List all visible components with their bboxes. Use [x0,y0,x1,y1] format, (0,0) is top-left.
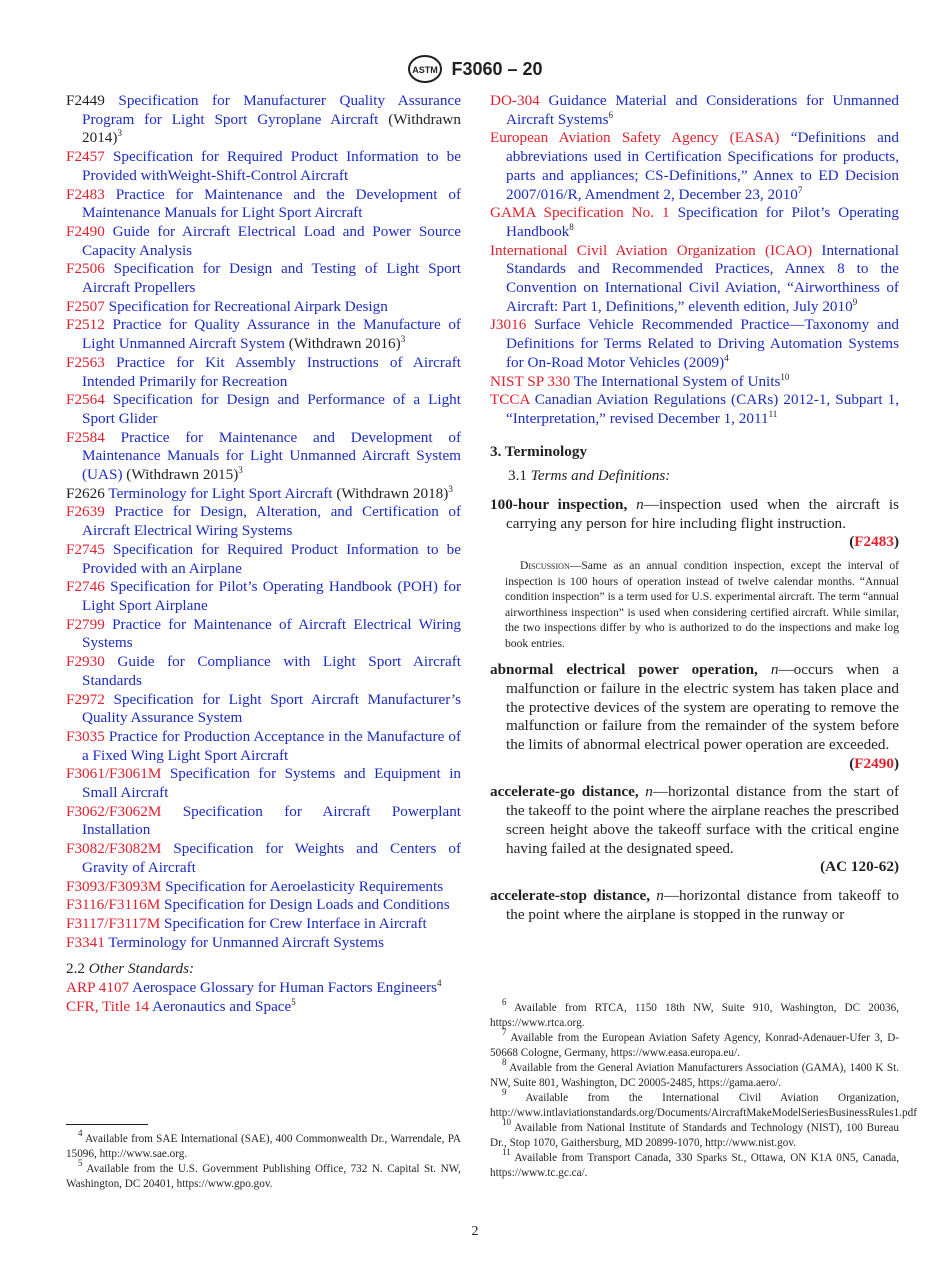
footnote [490,1117,899,1151]
reference-note: (Withdrawn 2018) [332,484,449,502]
footnote-text: Available from National Institute of Standards and Technology (NIST), 100 Bureau Dr., Stop 1070, Gaithersburg, MD 20899-1070, http://www.nist.gov. [490,1122,899,1149]
page-header [0,54,950,84]
footnote-marker[interactable]: 3 [238,465,243,476]
footnotes-left [66,1128,461,1192]
footnote-marker[interactable]: 3 [448,483,453,494]
reference-designation-link[interactable]: European Aviation Safety Agency (EASA) [490,129,780,147]
reference-title-link[interactable]: Specification for Required Product Information to be Provided with an Airplane [82,540,461,577]
reference-item [66,653,461,690]
reference-item [66,223,461,260]
reference-designation-link[interactable]: F2626 [66,484,105,502]
reference-title-link[interactable]: International Standards and Recommended Practices, Annex 8 to the Convention on International Civil Aviation, “Airworthiness of Aircraft: Part 1, Definitions,” eleventh edition, July 2010 [506,241,899,315]
footnote [490,1027,899,1061]
footnote-text: Available from the U.S. Government Publishing Office, 732 N. Capital St. NW, Washington, DC 20401, https://www.gpo.gov. [66,1163,461,1190]
footnote-marker[interactable]: 7 [797,184,803,195]
term-entry: accelerate-stop distance, n—horizontal distance from takeoff to the point where the airplane is stopped in the runway or [490,886,899,923]
footnote-marker[interactable]: 3 [400,334,406,345]
reference-designation-link[interactable]: F2746 [66,578,105,596]
reference-title-link[interactable]: Terminology for Unmanned Aircraft Systems [108,933,384,951]
reference-item [66,934,461,953]
footnote-number: 10 [502,1117,511,1127]
footnote-text: Available from the General Aviation Manufacturers Association (GAMA), 1400 K St. NW, Suite 801, Washington, DC 20005-2485, https://gama.aero/. [490,1062,899,1089]
reference-title-link[interactable]: Specification for Pilot’s Operating Handbook (POH) for Light Sport Airplane [82,578,461,614]
reference-item [66,765,461,802]
reference-title-link[interactable]: Practice for Maintenance of Aircraft Electrical Wiring Systems [82,615,462,652]
term-name: accelerate-go distance, [490,783,639,801]
reference-designation-link[interactable]: F2799 [66,615,105,633]
reference-designation-link[interactable]: F3117/F3117M [66,914,161,932]
other-standards-list [66,979,461,1016]
footnote [490,997,900,1031]
reference-designation-link[interactable]: J3016 [490,316,527,334]
footnote-marker[interactable]: 5 [291,996,296,1007]
footnote [66,1128,461,1162]
reference-item [66,998,461,1017]
referenced-documents-list [66,92,461,952]
reference-designation-link[interactable]: F2507 [66,297,105,315]
footnote-marker[interactable]: 10 [780,371,790,382]
term-source: (F2483) [849,533,899,551]
reference-item [66,354,461,391]
reference-title-link[interactable]: Guide for Aircraft Electrical Load and Power Source Capacity Analysis [82,222,462,259]
reference-item [490,391,899,428]
term-entry: accelerate-go distance, n—horizontal distance from the start of the takeoff to the point where the airplane reaches the prescribed screen height above the takeoff surface with the critical engine having failed at the designated speed. (AC 120-62) [490,783,900,876]
left-column [66,92,461,1016]
reference-item [66,186,461,223]
reference-item [66,578,461,615]
footnote-text: Available from Transport Canada, 330 Sparks St., Ottawa, ON K1A 0N5, Canada, https://www.tc.gc.ca/. [490,1152,899,1179]
footnote-number: 11 [502,1147,511,1157]
reference-designation-link[interactable]: NIST SP 330 [490,372,571,390]
reference-item [66,92,461,148]
footnote-text: Available from RTCA, 1150 18th NW, Suite 910, Washington, DC 20036, https://www.rtca.org. [490,1002,900,1029]
reference-item [66,878,461,897]
reference-item [66,485,461,504]
reference-designation-link[interactable]: F3093/F3093M [66,877,162,895]
reference-title-link[interactable]: Practice for Maintenance and Development of Maintenance Manuals for Light Unmanned Aircraft System (UAS) [82,428,462,484]
reference-title-link[interactable]: The International System of Units [573,372,781,390]
footnote-marker[interactable]: 11 [768,408,778,419]
reference-title-link[interactable]: Specification for Light Sport Aircraft Manufacturer’s Quality Assurance System [82,690,462,727]
other-standards-list-continued [490,92,899,429]
reference-title-link[interactable]: Guide for Compliance with Light Sport Aircraft Standards [82,653,462,689]
reference-designation-link[interactable]: CFR, Title 14 [66,997,150,1015]
right-column [490,92,899,924]
reference-item [490,242,899,317]
reference-designation-link[interactable]: F3062/F3062M [66,802,162,820]
reference-title-link[interactable]: Guidance Material and Considerations for Unmanned Aircraft Systems [506,92,900,128]
reference-designation-link[interactable]: F2745 [66,540,105,558]
reference-title-link[interactable]: Specification for Required Product Information to be Provided withWeight-Shift-Control Aircraft [82,148,461,184]
reference-title-link[interactable]: Specification for Recreational Airpark Design [108,297,388,315]
reference-title-link[interactable]: Specification for Pilot’s Operating Handbook [506,204,899,240]
subsection-heading: 3.1 Terms and Definitions: [508,467,671,485]
footnote-number: 4 [78,1128,83,1138]
reference-item [490,373,899,392]
reference-title-link[interactable]: Specification for Design Loads and Conditions [164,896,450,914]
reference-designation-link[interactable]: TCCA [490,391,530,409]
footnote-number: 5 [78,1158,83,1168]
reference-item [66,316,461,353]
footnote-number: 7 [502,1027,507,1037]
footnote-number: 6 [502,997,507,1007]
reference-title-link[interactable]: Practice for Kit Assembly Instructions of Aircraft Intended Primarily for Recreation [82,353,461,390]
reference-title-link[interactable]: Aerospace Glossary for Human Factors Engineers [132,979,438,997]
reference-item [66,691,461,728]
reference-designation-link[interactable]: F2483 [66,185,105,203]
reference-designation-link[interactable]: ARP 4107 [66,979,130,997]
reference-title-link[interactable]: Practice for Quality Assurance in the Manufacture of Light Unmanned Aircraft System [82,316,461,353]
footnote-number: 8 [502,1057,507,1067]
reference-designation-link[interactable]: F2584 [66,428,105,446]
reference-item [490,129,899,204]
reference-designation-link[interactable]: F2639 [66,503,105,521]
term-source: (AC 120-62) [820,858,899,876]
reference-item [66,840,461,877]
page-number: 2 [471,1224,479,1239]
reference-designation-link[interactable]: F2457 [66,148,105,166]
term-entry: abnormal electrical power operation, n—occurs when a malfunction or failure in the electric system has taken place and the protective devices of the system are operating to remove the malfunction or failure from the remainder of the system before the limits of abnormal electrical power operation are exceeded. (F2490) [490,661,899,772]
reference-item [66,896,461,915]
reference-title-link[interactable]: Specification for Aircraft Powerplant Installation [82,802,462,839]
reference-title-link[interactable]: Specification for Design and Performance of a Light Sport Glider [82,391,461,427]
reference-item [66,298,461,317]
reference-title-link[interactable]: “Definitions and abbreviations used in Certification Specifications for products, parts and appliances; CS-Definitions,” Annex to ED Decision 2007/016/R, Amendment 2, December 23, 2010 [506,129,899,203]
discussion-note: Discussion—Same as an annual condition inspection, except the interval of inspection is 100 hours of operation instead of twelve calendar months. “Annual condition inspection” is a term used for U.S. experimental aircraft. The term “annual airworthiness inspection” is used when considering certified aircraft. While similar, the two inspections differ by who is authorized to do the inspections and make log book entries. [505,559,899,650]
footnote-marker[interactable]: 9 [852,296,858,307]
reference-item [490,92,899,129]
footnote-rule-left [66,1124,148,1125]
reference-designation-link[interactable]: F2512 [66,316,105,334]
term-source: (F2490) [849,754,899,772]
reference-title-link[interactable]: Practice for Design, Alteration, and Certification of Aircraft Electrical Wiring Systems [82,503,462,540]
reference-title-link[interactable]: Specification for Design and Testing of Light Sport Aircraft Propellers [82,260,461,297]
reference-designation-link[interactable]: F3341 [66,933,105,951]
reference-title-link[interactable]: Aeronautics and Space [152,997,292,1015]
reference-designation-link[interactable]: F2930 [66,653,105,671]
reference-designation-link[interactable]: F2490 [66,222,105,240]
reference-item [66,915,461,934]
footnote-marker[interactable]: 8 [569,221,574,232]
reference-designation-link[interactable]: F3082/F3082M [66,840,162,858]
reference-item [490,204,899,241]
term-name: accelerate-stop distance, [490,886,651,904]
reference-title-link[interactable]: Specification for Crew Interface in Aircraft [164,914,427,932]
reference-item [66,728,461,765]
footnote [490,1087,917,1121]
reference-title-link[interactable]: Practice for Maintenance and the Development of Maintenance Manuals for Light Sport Aircraft [82,185,462,222]
section-heading: 3. Terminology [490,442,588,460]
footnote-text: Available from SAE International (SAE), 400 Commonwealth Dr., Warrendale, PA 15096, http://www.sae.org. [66,1133,461,1160]
reference-item [66,503,461,540]
reference-designation-link[interactable]: F2564 [66,391,105,409]
footnote [490,1057,899,1091]
reference-title-link[interactable]: Practice for Production Acceptance in the Manufacture of a Fixed Wing Light Sport Aircraft [82,727,462,764]
reference-title-link[interactable]: Specification for Weights and Centers of Gravity of Aircraft [82,840,461,876]
footnote [66,1158,461,1192]
reference-item [66,803,461,840]
reference-item [490,316,899,372]
standard-designation: F3060 – 20 [451,58,543,79]
footnote-number: 9 [502,1087,507,1097]
reference-item [66,429,461,485]
reference-item [66,391,461,428]
term-name: 100-hour inspection, [490,496,628,514]
footnote [490,1147,899,1181]
reference-designation-link[interactable]: F3116/F3116M [66,896,161,914]
reference-title-link[interactable]: Terminology for Light Sport Aircraft [108,484,333,502]
reference-designation-link[interactable]: F2449 [66,92,105,109]
footnote-marker[interactable]: 4 [724,352,729,363]
reference-item [66,148,461,185]
reference-designation-link[interactable]: F2972 [66,690,105,708]
term-name: abnormal electrical power operation, [490,661,758,679]
term-entry: 100-hour inspection, n—inspection used when the aircraft is carrying any person for hire including flight instruction. (F2483) Discussion—Same as an annual condition inspection, except the interval of inspection is 100 hours of operation instead of twelve calendar months. “Annual condition inspection” is a term used for U.S. experimental aircraft. The term “annual airworthiness inspection” is used when considering certified aircraft. While similar, the two inspections differ by who is authorized to do the inspections and make log book entries. [490,496,899,650]
reference-title-link[interactable]: Specification for Aeroelasticity Requirements [165,877,444,895]
reference-designation-link[interactable]: F3061/F3061M [66,765,162,783]
footnote-text: Available from the European Aviation Safety Agency, Konrad-Adenauer-Ufer 3, D-50668 Cologne, Germany, https://www.easa.europa.eu/. [490,1032,899,1059]
reference-item [66,541,461,578]
reference-title-link[interactable]: Surface Vehicle Recommended Practice—Taxonomy and Definitions for Terms Related to Driving Automation Systems for On-Road Motor Vehicles (2009) [506,316,900,371]
footnote-marker[interactable]: 4 [437,978,442,989]
astm-logo-text: ASTM [412,65,439,75]
reference-item [66,979,461,998]
footnote-text: Available from the International Civil Aviation Organization, http://www.intlaviationstandards.org/Documents/AircraftMakeModelSeriesBusinessRules1.pdf [490,1092,917,1119]
source-link[interactable]: F2483 [854,533,894,551]
other-standards-heading: 2.2 Other Standards: [66,960,195,978]
reference-designation-link[interactable]: GAMA Specification No. 1 [490,204,670,222]
reference-item [66,616,461,653]
reference-designation-link[interactable]: International Civil Aviation Organization (ICAO) [490,241,813,259]
reference-note: (Withdrawn 2014) [82,110,461,147]
source-link[interactable]: F2490 [854,754,894,772]
reference-note: (Withdrawn 2015) [122,466,239,484]
reference-note: (Withdrawn 2016) [284,335,401,353]
reference-title-link[interactable]: Specification for Systems and Equipment in Small Aircraft [82,765,462,802]
astm-logo-icon [407,54,443,84]
reference-item [66,260,461,297]
footnote-marker[interactable]: 3 [117,128,122,139]
footnotes-right [490,997,917,1181]
reference-title-link[interactable]: Canadian Aviation Regulations (CARs) 2012-1, Subpart 1, “Interpretation,” revised December 1, 2011 [506,391,899,427]
reference-designation-link[interactable]: F3035 [66,727,105,745]
footnote-marker[interactable]: 6 [608,109,613,120]
reference-title-link[interactable]: Specification for Manufacturer Quality Assurance Program for Light Sport Gyroplane Aircraft [82,92,462,128]
reference-designation-link[interactable]: F2563 [66,353,105,371]
reference-designation-link[interactable]: F2506 [66,260,105,278]
reference-designation-link[interactable]: DO-304 [490,92,540,109]
